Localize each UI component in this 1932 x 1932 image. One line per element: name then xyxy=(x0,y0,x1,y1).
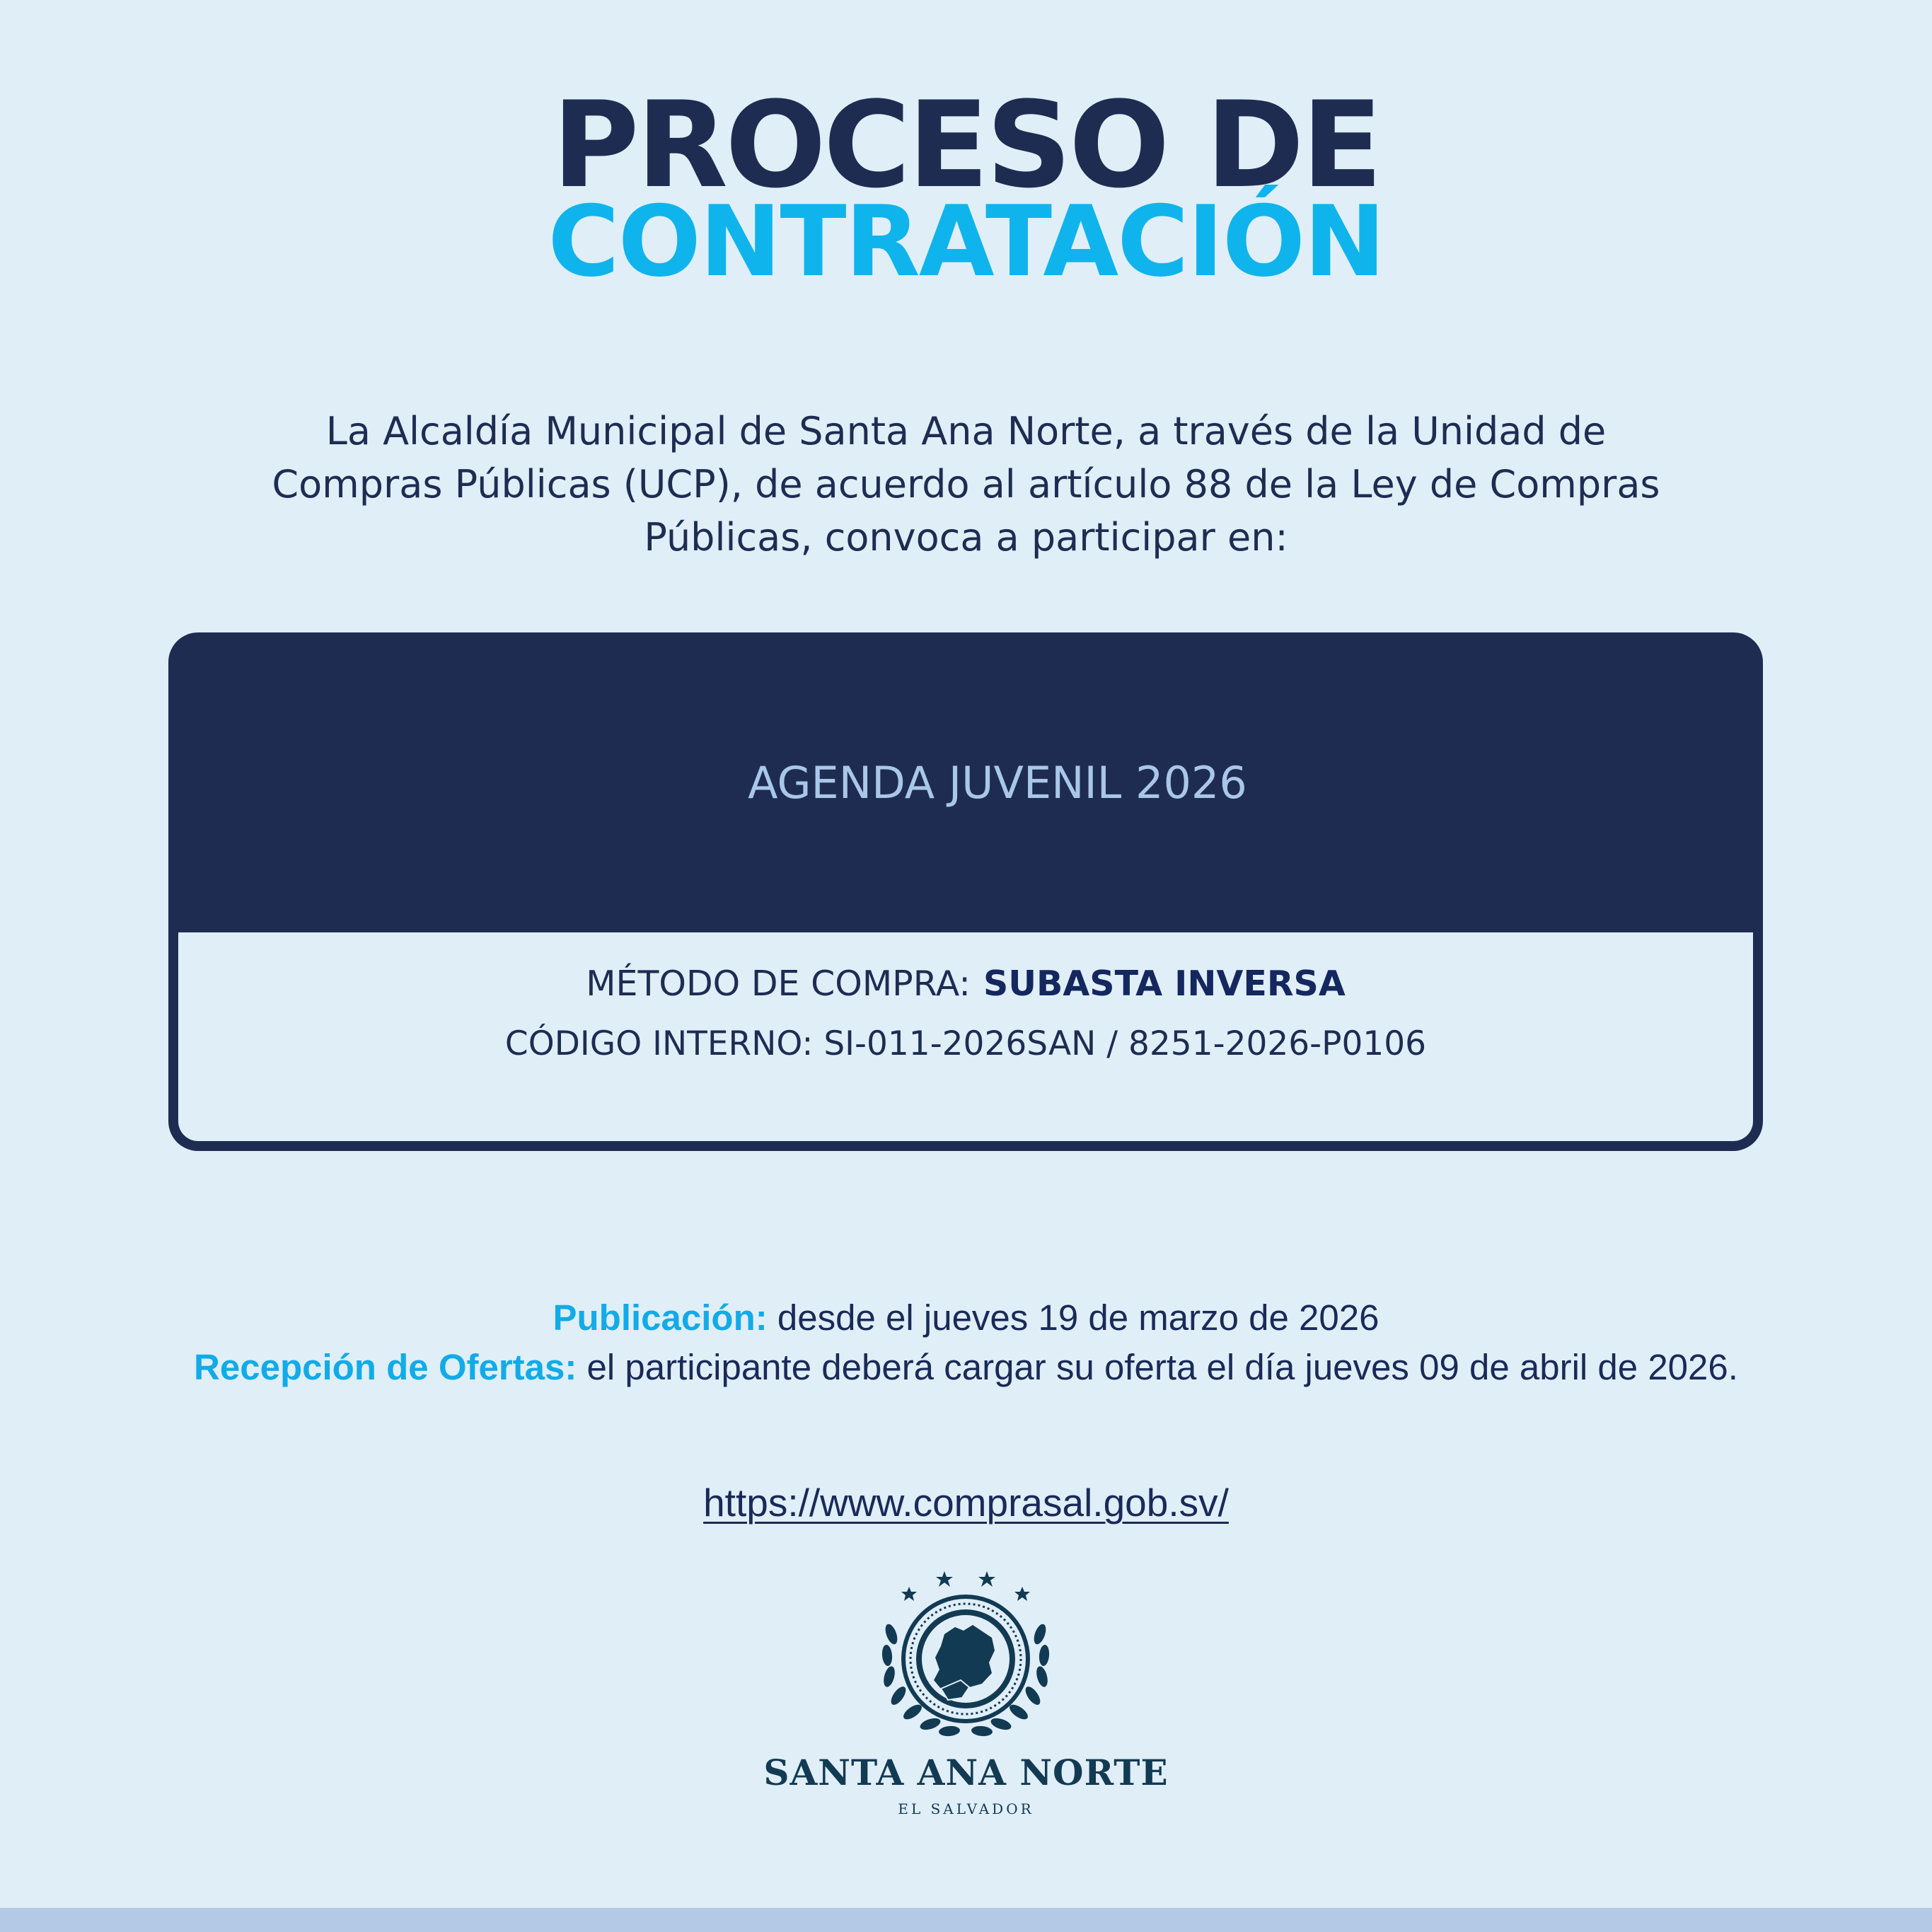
comprasal-link[interactable]: https://www.comprasal.gob.sv/ xyxy=(703,1481,1229,1525)
offers-label: Recepción de Ofertas: xyxy=(194,1347,577,1387)
logo-subtitle: EL SALVADOR xyxy=(898,1800,1034,1817)
page-title-line-1: PROCESO DE xyxy=(552,76,1380,214)
offers-line xyxy=(0,1343,1932,1392)
procurement-title: AGENDA JUVENIL 2026 xyxy=(748,756,1247,809)
page-title-line-2: CONTRATACIÓN xyxy=(548,185,1384,299)
dates-section xyxy=(0,1293,1932,1392)
bottom-bar xyxy=(0,1908,1932,1932)
purchase-method-line xyxy=(178,964,1753,1004)
publication-text: desde el jueves 19 de marzo de 2026 xyxy=(777,1297,1379,1338)
procurement-card xyxy=(168,632,1763,1151)
purchase-method-value: SUBASTA INVERSA xyxy=(983,964,1346,1004)
internal-code-value: SI-011-2026SAN / 8251-2026-P0106 xyxy=(823,1024,1427,1063)
municipal-seal-icon xyxy=(870,1567,1061,1751)
purchase-method-label: MÉTODO DE COMPRA: xyxy=(586,964,971,1004)
procurement-details xyxy=(178,932,1753,1141)
internal-code-label: CÓDIGO INTERNO: xyxy=(504,1024,814,1063)
intro-paragraph: La Alcaldía Municipal de Santa Ana Norte, a través de la Unidad de Compras Públicas (UCP), de acuerdo al artículo 88 de la Ley de Compras Públicas, convoca a participar en: xyxy=(272,409,1660,560)
publication-line xyxy=(0,1293,1932,1343)
offers-text: el participante deberá cargar su oferta el día jueves 09 de abril de 2026. xyxy=(586,1347,1738,1387)
logo-name: SANTA ANA NORTE xyxy=(763,1752,1169,1793)
publication-label: Publicación: xyxy=(553,1297,768,1338)
comprasal-link-container xyxy=(0,1480,1932,1525)
internal-code-line xyxy=(178,1024,1753,1063)
